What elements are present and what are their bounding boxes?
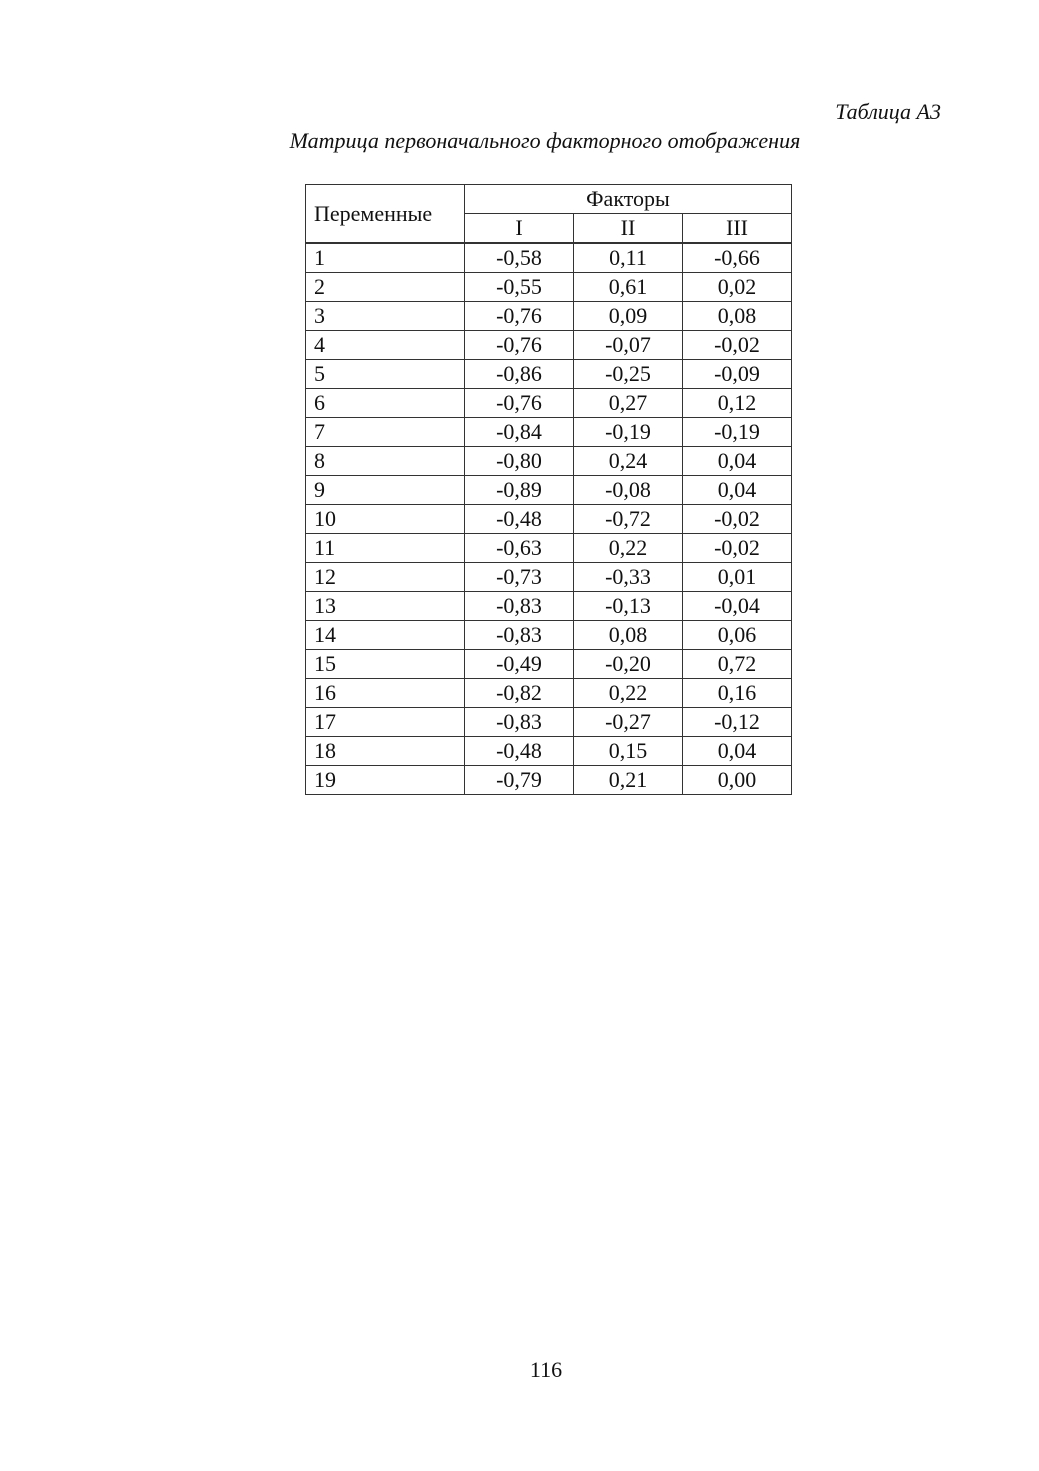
- table-body: [306, 243, 792, 795]
- factor-value-cell: 0,08: [574, 621, 683, 650]
- factor-column-header: I: [465, 214, 574, 244]
- factor-value-cell: 0,04: [683, 447, 792, 476]
- variable-cell: 14: [306, 621, 465, 650]
- factor-value-cell: -0,76: [465, 389, 574, 418]
- variable-cell: 2: [306, 273, 465, 302]
- table-row: [306, 243, 792, 273]
- factor-value-cell: -0,89: [465, 476, 574, 505]
- table-label: Таблица А3: [835, 99, 941, 124]
- variable-cell: 7: [306, 418, 465, 447]
- factor-value-cell: 0,16: [683, 679, 792, 708]
- variable-cell: 4: [306, 331, 465, 360]
- factor-value-cell: 0,24: [574, 447, 683, 476]
- factor-value-cell: -0,66: [683, 243, 792, 273]
- factor-value-cell: -0,83: [465, 708, 574, 737]
- header-row-top: [306, 185, 792, 214]
- factor-value-cell: 0,01: [683, 563, 792, 592]
- variable-cell: 17: [306, 708, 465, 737]
- factor-value-cell: -0,25: [574, 360, 683, 389]
- factor-value-cell: 0,08: [683, 302, 792, 331]
- table-row: [306, 273, 792, 302]
- variable-cell: 19: [306, 766, 465, 795]
- variable-cell: 6: [306, 389, 465, 418]
- table-row: [306, 621, 792, 650]
- factor-value-cell: -0,83: [465, 592, 574, 621]
- variable-cell: 11: [306, 534, 465, 563]
- factor-value-cell: 0,04: [683, 737, 792, 766]
- factor-column-header: II: [574, 214, 683, 244]
- table-row: [306, 679, 792, 708]
- table-row: [306, 592, 792, 621]
- factor-value-cell: 0,04: [683, 476, 792, 505]
- factor-value-cell: -0,76: [465, 302, 574, 331]
- variable-cell: 18: [306, 737, 465, 766]
- factor-value-cell: -0,55: [465, 273, 574, 302]
- table-row: [306, 302, 792, 331]
- factor-value-cell: 0,27: [574, 389, 683, 418]
- factor-value-cell: -0,13: [574, 592, 683, 621]
- variable-cell: 1: [306, 243, 465, 273]
- table-row: [306, 650, 792, 679]
- factor-value-cell: 0,22: [574, 534, 683, 563]
- factor-value-cell: -0,58: [465, 243, 574, 273]
- factor-value-cell: -0,19: [683, 418, 792, 447]
- factor-value-cell: -0,02: [683, 505, 792, 534]
- factor-value-cell: -0,49: [465, 650, 574, 679]
- table-row: [306, 360, 792, 389]
- factor-value-cell: -0,04: [683, 592, 792, 621]
- factor-value-cell: -0,83: [465, 621, 574, 650]
- variable-cell: 12: [306, 563, 465, 592]
- variable-cell: 10: [306, 505, 465, 534]
- factor-value-cell: 0,09: [574, 302, 683, 331]
- factor-value-cell: 0,61: [574, 273, 683, 302]
- table-row: [306, 418, 792, 447]
- table-row: [306, 447, 792, 476]
- factor-value-cell: -0,08: [574, 476, 683, 505]
- variable-cell: 8: [306, 447, 465, 476]
- factor-value-cell: -0,73: [465, 563, 574, 592]
- factor-value-cell: -0,63: [465, 534, 574, 563]
- variable-cell: 9: [306, 476, 465, 505]
- factor-value-cell: -0,72: [574, 505, 683, 534]
- factor-value-cell: -0,80: [465, 447, 574, 476]
- factor-value-cell: -0,76: [465, 331, 574, 360]
- factor-value-cell: -0,82: [465, 679, 574, 708]
- variable-cell: 13: [306, 592, 465, 621]
- table-header: [306, 185, 792, 244]
- table-row: [306, 505, 792, 534]
- factor-value-cell: -0,09: [683, 360, 792, 389]
- variable-cell: 3: [306, 302, 465, 331]
- table-row: [306, 476, 792, 505]
- factor-value-cell: -0,27: [574, 708, 683, 737]
- table-row: [306, 331, 792, 360]
- factor-value-cell: 0,11: [574, 243, 683, 273]
- table-row: [306, 708, 792, 737]
- factor-value-cell: -0,02: [683, 534, 792, 563]
- factor-value-cell: 0,22: [574, 679, 683, 708]
- factor-value-cell: -0,79: [465, 766, 574, 795]
- factor-value-cell: 0,72: [683, 650, 792, 679]
- factor-value-cell: -0,20: [574, 650, 683, 679]
- factor-value-cell: 0,02: [683, 273, 792, 302]
- factor-matrix-table: [305, 184, 792, 795]
- factor-value-cell: -0,02: [683, 331, 792, 360]
- factors-header: Факторы: [465, 185, 792, 214]
- factor-value-cell: -0,07: [574, 331, 683, 360]
- factor-value-cell: 0,00: [683, 766, 792, 795]
- variables-header: Переменные: [306, 185, 465, 244]
- table-row: [306, 563, 792, 592]
- factor-value-cell: 0,12: [683, 389, 792, 418]
- factor-value-cell: -0,84: [465, 418, 574, 447]
- factor-value-cell: -0,48: [465, 505, 574, 534]
- variable-cell: 15: [306, 650, 465, 679]
- factor-value-cell: -0,12: [683, 708, 792, 737]
- factor-value-cell: -0,86: [465, 360, 574, 389]
- table-row: [306, 389, 792, 418]
- factor-column-header: III: [683, 214, 792, 244]
- factor-value-cell: 0,21: [574, 766, 683, 795]
- table-caption: Матрица первоначального факторного отображения: [289, 128, 801, 153]
- factor-value-cell: 0,15: [574, 737, 683, 766]
- table-row: [306, 766, 792, 795]
- table-row: [306, 737, 792, 766]
- table-row: [306, 534, 792, 563]
- factor-value-cell: -0,48: [465, 737, 574, 766]
- factor-value-cell: 0,06: [683, 621, 792, 650]
- variable-cell: 5: [306, 360, 465, 389]
- factor-value-cell: -0,19: [574, 418, 683, 447]
- factor-value-cell: -0,33: [574, 563, 683, 592]
- page-number: 116: [529, 1357, 563, 1382]
- variable-cell: 16: [306, 679, 465, 708]
